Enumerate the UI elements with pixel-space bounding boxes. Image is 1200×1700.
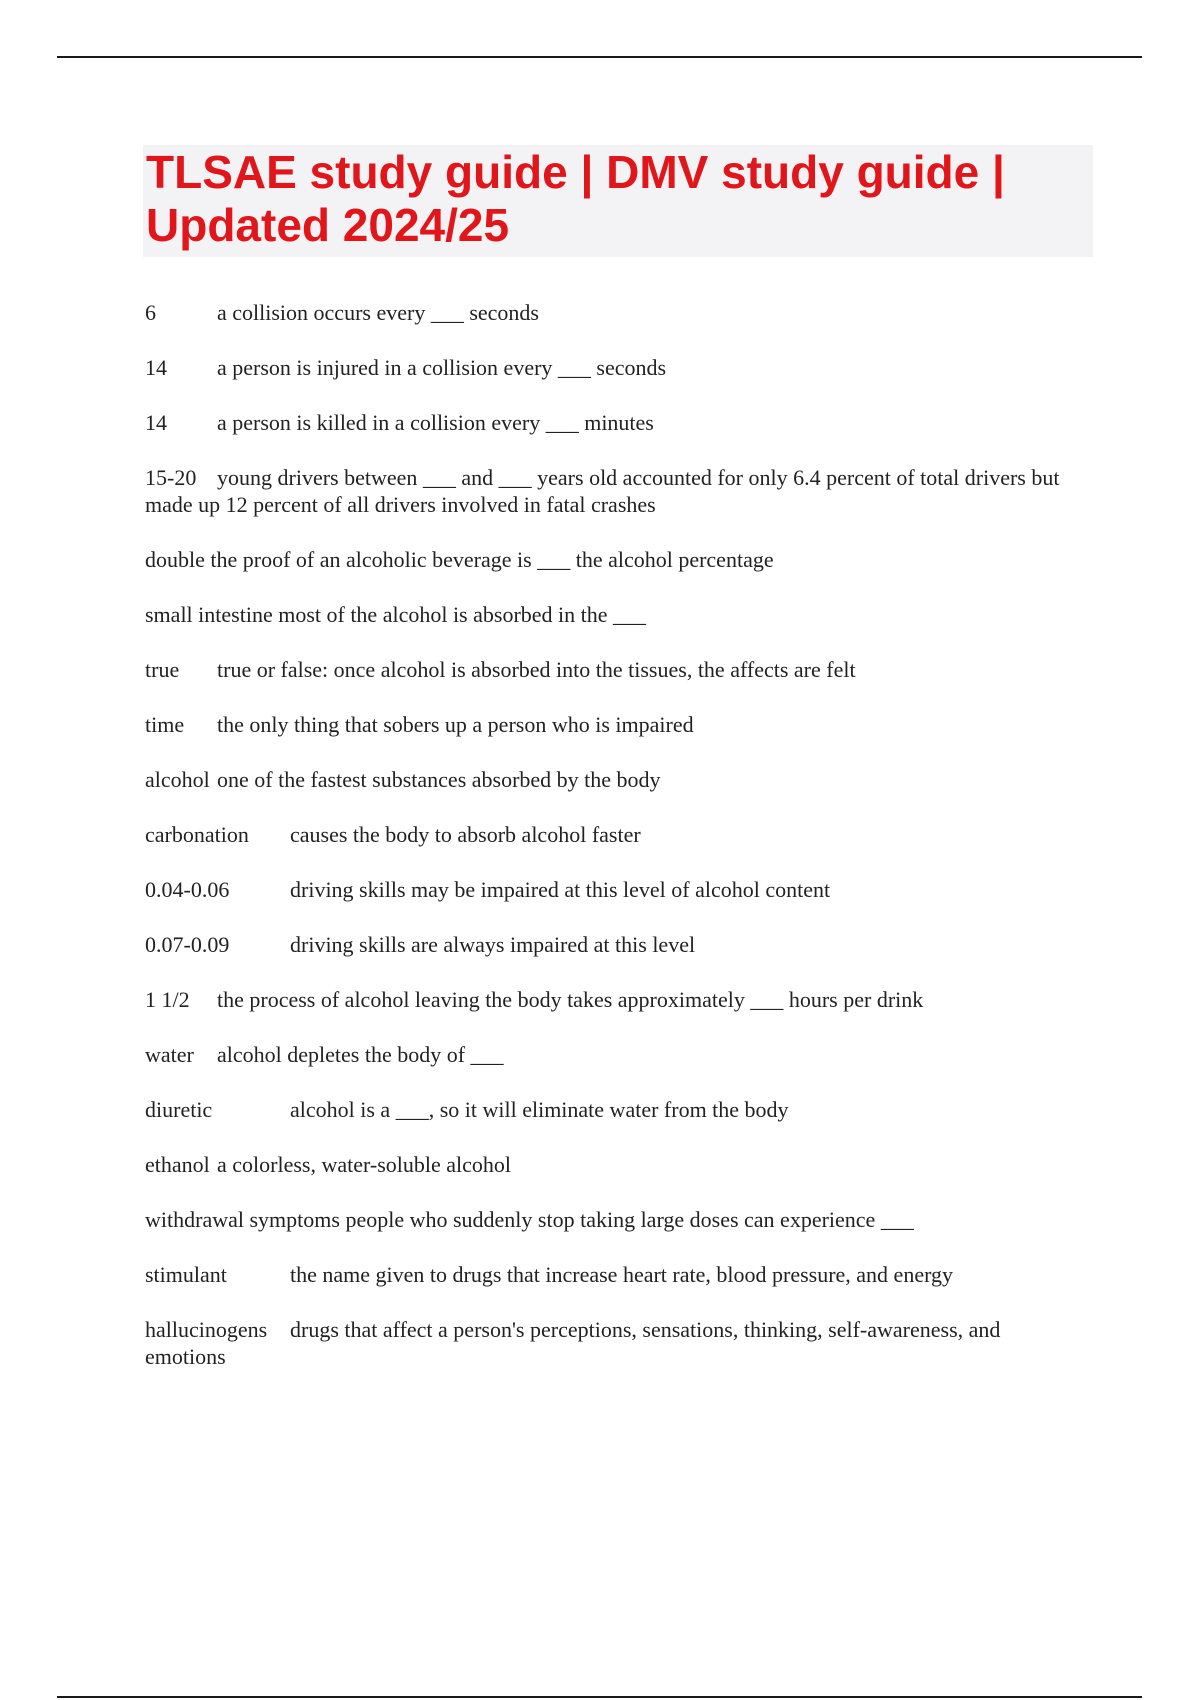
flashcard-term: 14	[145, 355, 167, 380]
flashcard-entry	[145, 1096, 1075, 1123]
document-title	[146, 146, 1086, 252]
flashcard-definition: driving skills are always impaired at this level	[290, 932, 696, 957]
flashcard-entry	[145, 986, 1075, 1013]
flashcard-entry	[145, 656, 1075, 683]
flashcard-definition: driving skills may be impaired at this level of alcohol content	[290, 877, 831, 902]
flashcard-term: double	[145, 547, 205, 572]
flashcard-entry	[145, 1206, 1075, 1233]
flashcard-definition: the proof of an alcoholic beverage is ___ the alcohol percentage	[210, 547, 774, 572]
flashcard-term: true	[145, 657, 180, 682]
flashcard-entry	[145, 1041, 1075, 1068]
flashcard-entry	[145, 546, 1075, 573]
flashcard-term: withdrawal symptoms	[145, 1207, 340, 1232]
flashcard-definition: alcohol depletes the body of ___	[217, 1042, 504, 1067]
flashcard-term: hallucinogens	[145, 1317, 268, 1342]
flashcard-term: ethanol	[145, 1152, 210, 1177]
flashcard-entry	[145, 464, 1075, 518]
flashcard-entry	[145, 876, 1075, 903]
flashcard-definition: people who suddenly stop taking large doses can experience ___	[345, 1207, 914, 1232]
flashcard-term: small intestine	[145, 602, 273, 627]
flashcard-definition: true or false: once alcohol is absorbed into the tissues, the affects are felt	[217, 657, 856, 682]
flashcard-entry	[145, 766, 1075, 793]
flashcard-entry	[145, 931, 1075, 958]
flashcard-definition: a person is killed in a collision every ___ minutes	[217, 410, 654, 435]
bottom-rule	[57, 1696, 1142, 1698]
flashcard-term: time	[145, 712, 185, 737]
flashcard-definition: most of the alcohol is absorbed in the ___	[278, 602, 647, 627]
flashcard-term: alcohol	[145, 767, 210, 792]
top-rule	[57, 56, 1142, 58]
flashcard-entry	[145, 1261, 1075, 1288]
flashcard-entry	[145, 601, 1075, 628]
flashcard-term: 6	[145, 300, 156, 325]
flashcard-definition: the process of alcohol leaving the body takes approximately ___ hours per drink	[217, 987, 924, 1012]
flashcard-definition: drugs that affect a person's perceptions, sensations, thinking, self-awareness, and emotions	[145, 1317, 1001, 1369]
document-title-line-1: TLSAE study guide | DMV study guide |	[146, 146, 1005, 198]
flashcard-entry	[145, 711, 1075, 738]
flashcard-definition: a collision occurs every ___ seconds	[217, 300, 539, 325]
flashcard-entry	[145, 821, 1075, 848]
flashcard-term: carbonation	[145, 822, 249, 847]
flashcard-definition: young drivers between ___ and ___ years old accounted for only 6.4 percent of total drivers but made up 12 percent of all drivers involved in fatal crashes	[145, 465, 1060, 517]
flashcard-definition: one of the fastest substances absorbed by the body	[217, 767, 661, 792]
flashcard-term: stimulant	[145, 1262, 227, 1287]
flashcard-term: 0.07-0.09	[145, 932, 230, 957]
flashcard-term: 15-20	[145, 465, 197, 490]
flashcard-definition: causes the body to absorb alcohol faster	[290, 822, 641, 847]
flashcard-definition: the name given to drugs that increase heart rate, blood pressure, and energy	[290, 1262, 954, 1287]
document-title-line-2: Updated 2024/25	[146, 199, 510, 251]
flashcard-entry	[145, 299, 1075, 326]
flashcard-entry	[145, 409, 1075, 436]
flashcard-definition: a colorless, water-soluble alcohol	[217, 1152, 512, 1177]
flashcard-term: 0.04-0.06	[145, 877, 230, 902]
flashcard-term: 14	[145, 410, 167, 435]
flashcard-entry	[145, 354, 1075, 381]
flashcard-term: water	[145, 1042, 194, 1067]
flashcard-definition: alcohol is a ___, so it will eliminate water from the body	[290, 1097, 789, 1122]
flashcard-term: diuretic	[145, 1097, 213, 1122]
flashcard-entry	[145, 1151, 1075, 1178]
flashcard-definition: the only thing that sobers up a person who is impaired	[217, 712, 694, 737]
flashcard-entry	[145, 1316, 1075, 1370]
flashcard-term: 1 1/2	[145, 987, 190, 1012]
flashcard-list	[145, 299, 1075, 1398]
flashcard-definition: a person is injured in a collision every ___ seconds	[217, 355, 667, 380]
